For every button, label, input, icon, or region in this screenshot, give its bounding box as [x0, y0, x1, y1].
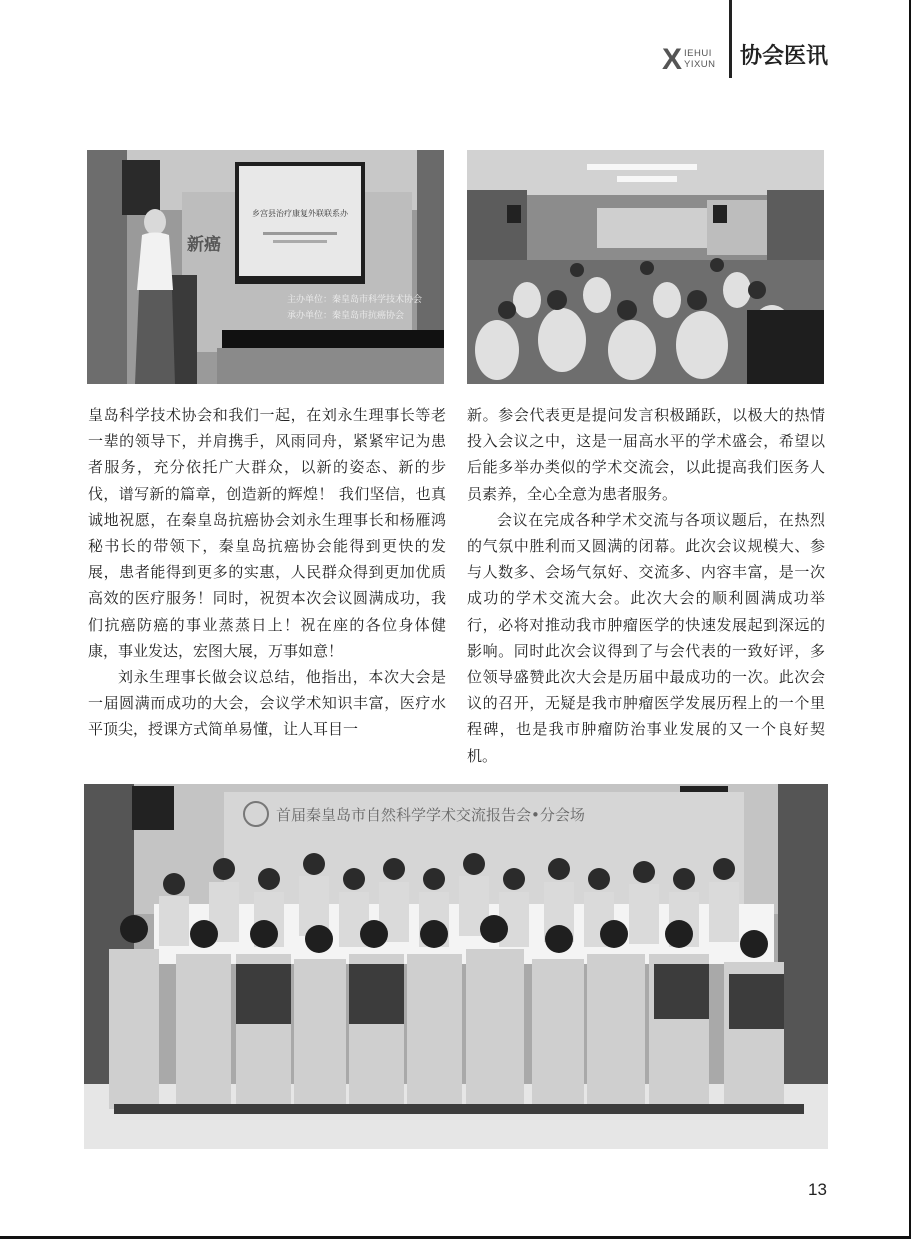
section-title: 协会医讯	[740, 44, 829, 69]
group-banner-text: 首届秦皇岛市自然科学学术交流报告会•分会场	[276, 806, 585, 824]
right-paragraph-2: 会议在完成各种学术交流与各项议题后，在热烈的气氛中胜利而又圆满的闭幕。此次会议规模大、参与人数多、会场气氛好、交流多、内容丰富，是一次成功的学术交流大会。此次大会的顺利圆满成功举行，必将对推动我市肿瘤医学的快速发展起到深远的影响。同时此次会议得到了与会代表的一致好评，多位领导盛赞此次大会是历届中最成功的一次。此次会议的召开，无疑是我市肿瘤医学发展历程上的一个里程碑，也是我市肿瘤防治事业发展的又一个良好契机。	[467, 510, 825, 765]
photo-speaker-podium	[87, 150, 444, 384]
header-vertical-rule	[729, 0, 732, 78]
right-paragraph-1: 新。参会代表更是提问发言积极踊跃，以极大的热情投入会议之中，这是一届高水平的学术盛会，希望以后能多举办类似的学术交流会，以此提高我们医务人员素养，全心全意为患者服务。	[467, 406, 825, 503]
logo-line-1: IEHUI	[684, 48, 712, 59]
host-line-2: 承办单位：秦皇岛市抗癌协会	[287, 311, 405, 321]
banner-text: 新癌	[187, 235, 221, 255]
host-line-1: 主办单位：秦皇岛市科学技术协会	[287, 295, 423, 305]
photo-group-portrait	[84, 784, 828, 1149]
article-left-column	[88, 402, 446, 743]
article-right-column	[467, 402, 825, 769]
left-paragraph-2: 刘永生理事长做会议总结，他指出，本次大会是一届圆满而成功的大会，会议学术知识丰富，医疗水平顶尖，授课方式简单易懂，让人耳目一	[88, 668, 446, 739]
slide-title: 乡宫县治疗康复外联联系办	[252, 209, 348, 218]
logo-line-2: YIXUN	[684, 59, 716, 70]
photo-meeting-audience	[467, 150, 824, 384]
left-paragraph-1: 皇岛科学技术协会和我们一起，在刘永生理事长等老一辈的领导下，并肩携手，风雨同舟，紧紧牢记为患者服务，充分依托广大群众，以新的姿态、新的步伐，谱写新的篇章，创造新的辉煌！ 我们坚信，也真诚地祝愿，在秦皇岛抗癌协会刘永生理事长和杨雁鸿秘书长的带领下，秦皇岛抗癌协会能得到更快的发展，患者能得到更多的实惠，人民群众得到更加优质高效的医疗服务！同时，祝贺本次会议圆满成功，我们抗癌防癌的事业蒸蒸日上！祝在座的各位身体健康，事业发达，宏图大展，万事如意！	[88, 406, 446, 660]
magazine-logo-x: X	[662, 43, 683, 76]
page-number: 13	[808, 1180, 827, 1199]
magazine-logo-subtext	[684, 48, 716, 70]
